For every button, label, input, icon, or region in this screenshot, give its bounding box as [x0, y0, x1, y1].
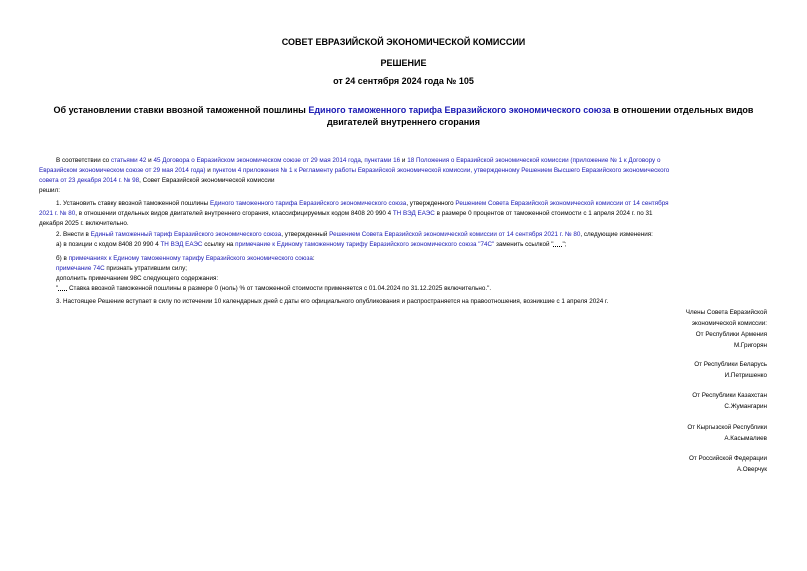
link-tnved[interactable]: ТН ВЭД ЕАЭС: [392, 210, 435, 217]
text: , Совет Евразийской экономической комиссии: [139, 177, 275, 184]
document-type: РЕШЕНИЕ: [380, 58, 427, 68]
document-subject: [20, 104, 787, 128]
link-note-74c[interactable]: примечание к Единому таможенному тарифу Евразийского экономического союза "74С": [235, 241, 495, 248]
link-ett[interactable]: Единого таможенного тарифа Евразийского экономического союза: [209, 200, 407, 207]
signature-block-armenia: [696, 329, 767, 351]
link-decision-80[interactable]: Решением Совета Евразийской экономической комиссии от 14 сентября 2021 г. № 80: [329, 231, 581, 238]
signature-country: От Кыргызской Республики: [687, 424, 767, 431]
text: :: [312, 255, 315, 262]
link-p18[interactable]: 18 Положения о Евразийской экономической комиссии (приложение № 1 к Договору о: [407, 157, 661, 164]
text: а) в позиции с кодом 8408 20 990 4: [56, 241, 161, 248]
text: 2. Внести в: [56, 231, 91, 238]
text: ссылку на: [202, 241, 236, 248]
signature-name: И.Петришенко: [724, 372, 767, 379]
text: 1. Установить ставку ввозной таможенной пошлины: [56, 200, 210, 207]
signature-block-russia: [689, 453, 767, 475]
text: заменить ссылкой ": [494, 241, 554, 248]
text: В соответствии со: [56, 157, 111, 164]
signature-block-belarus: [694, 359, 767, 381]
preamble-line3: [39, 176, 274, 187]
text: признать утратившим силу;: [104, 265, 187, 272]
subject-text: Об установлении ставки ввозной таможенной пошлины: [53, 105, 309, 115]
text: и: [205, 167, 213, 174]
link-tnved[interactable]: ТН ВЭД ЕАЭС: [160, 241, 203, 248]
text: , утвержденного: [406, 200, 456, 207]
link-art42[interactable]: статьями 42: [110, 157, 147, 164]
signature-country: От Республики Казахстан: [692, 392, 767, 399]
link-ett[interactable]: Единый таможенный тариф Евразийского экономического союза: [90, 231, 282, 238]
subject-text: в отношении отдельных видов: [610, 105, 754, 115]
text: ": [56, 285, 59, 292]
link-reglament[interactable]: пунктом 4 приложения № 1 к Регламенту работы Евразийской экономической комиссии, утвержденному Решением Высшего Евразийского экономического: [212, 167, 670, 174]
link-treaty[interactable]: 45 Договора о Евразийском экономическом союзе от 29 мая 2014 года: [153, 157, 361, 164]
item2a-line: [56, 240, 566, 251]
preamble-line2: [39, 166, 669, 177]
link-note-74c-item[interactable]: примечание 74С: [56, 265, 105, 272]
item2b-line2: [56, 264, 187, 275]
item1-line1: [56, 199, 669, 210]
link-decision-80-year[interactable]: 2021 г. № 80: [39, 210, 76, 217]
text: Ставка ввозной таможенной пошлины в размере 0 (ноль) % от таможенной стоимости применяется с 01.04.2024 по 31.12.2025 включительно.".: [67, 285, 492, 292]
text: , в отношении отдельных видов двигателей внутреннего сгорания, классифицируемых кодом 8408 20 990 4: [75, 210, 393, 217]
signature-country: От Республики Беларусь: [694, 361, 767, 368]
issuer-title: СОВЕТ ЕВРАЗИЙСКОЙ ЭКОНОМИЧЕСКОЙ КОМИССИИ: [281, 37, 526, 47]
link-decision-98[interactable]: совета от 23 декабря 2014 г. № 98: [39, 177, 140, 184]
link-notes-ett[interactable]: примечаниях к Единому таможенному тарифу Евразийского экономического союза: [68, 255, 313, 262]
signature-block-kazakhstan: [692, 390, 767, 412]
note-symbol-icon: [58, 285, 67, 291]
signature-name: М.Григорян: [733, 342, 767, 349]
item2-line1: [56, 230, 653, 241]
link-p16[interactable]: пунктами 16: [364, 157, 401, 164]
item2b-line3: дополнить примечанием 98С следующего содержания:: [56, 275, 219, 282]
item1-line2: [39, 209, 652, 220]
preamble-line1: [56, 156, 660, 167]
item1-line3: декабря 2025 г. включительно.: [39, 220, 129, 227]
signature-country: От Республики Армения: [695, 331, 767, 338]
signatures-intro-line1: Члены Совета Евразийской: [685, 309, 767, 316]
item2b-line1: [56, 254, 315, 265]
text: , утвержденный: [281, 231, 330, 238]
signature-block-kyrgyzstan: [687, 422, 767, 444]
text: б) в: [56, 255, 69, 262]
subject-link-ett[interactable]: Единого таможенного тарифа Евразийского экономического союза: [308, 105, 611, 115]
text: и: [400, 157, 408, 164]
signature-name: А.Касымалиев: [724, 435, 767, 442]
signatures-intro-line2: экономической комиссии:: [691, 320, 767, 327]
signature-country: От Российской Федерации: [688, 455, 767, 462]
link-decision-80[interactable]: Решением Совета Евразийской экономической комиссии от 14 сентября: [455, 200, 669, 207]
signature-name: А.Оверчук: [736, 466, 767, 473]
text: ";: [562, 241, 567, 248]
item2b-line4: [56, 284, 491, 295]
text: , следующие изменения:: [580, 231, 653, 238]
text: в размере 0 процентов от таможенной стоимости с 1 апреля 2024 г. по 31: [434, 210, 653, 217]
signature-name: С.Жумангарин: [724, 403, 767, 410]
document-date-number: от 24 сентября 2024 года № 105: [333, 76, 474, 86]
decided-label: решил:: [39, 187, 60, 194]
text: ,: [360, 157, 365, 164]
link-annex1[interactable]: Евразийском экономическом союзе от 29 мая 2014 года): [39, 167, 206, 174]
text: и: [146, 157, 154, 164]
signatures-intro: [686, 307, 767, 329]
subject-text-line2: двигателей внутреннего сгорания: [327, 117, 480, 127]
item3-line: 3. Настоящее Решение вступает в силу по истечении 10 календарных дней с даты его официального опубликования и распространяется на правоотношения, возникшие с 1 апреля 2024 г.: [56, 298, 609, 305]
